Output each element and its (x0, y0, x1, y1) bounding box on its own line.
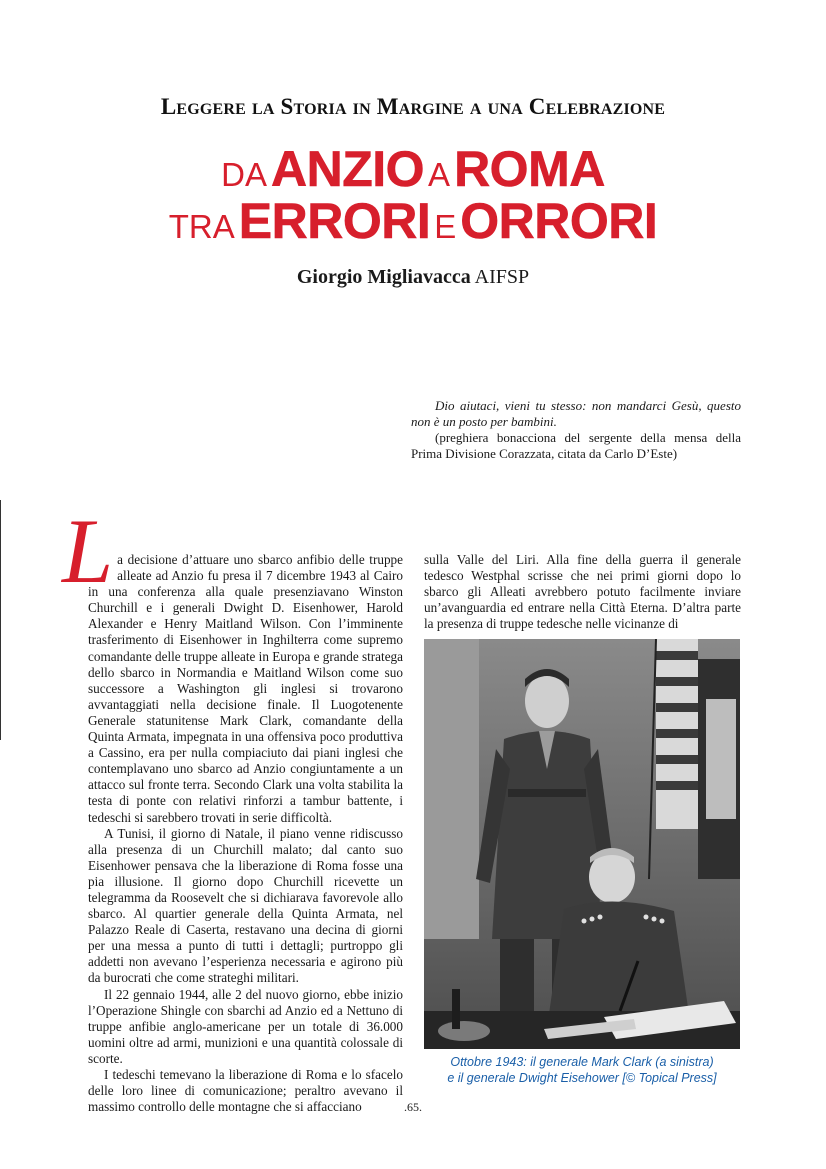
title-word: TRA (168, 208, 235, 245)
page-number: .65. (404, 1100, 422, 1114)
epigraph (411, 398, 741, 462)
caption-line: e il generale Dwight Eisehower [© Topical Press] (447, 1071, 717, 1085)
author-affiliation: AIFSP (474, 266, 530, 288)
photo-illustration (424, 639, 740, 1049)
historical-photo (424, 639, 740, 1049)
article-paragraph: sulla Valle del Liri. Alla fine della guerra il generale tedesco Westphal scrisse che nei primi giorni dopo lo sbarco gli Alleati avrebbero potuto facilmente inviare un’avanguardia ed entrare nella Città Eterna. D’altra parte la presenza di truppe tedesche nelle vicinanze di (424, 552, 741, 632)
article-column-1 (62, 500, 403, 1115)
title-word: ERRORI (238, 193, 431, 249)
drop-cap: L (62, 500, 114, 602)
title-line-1 (0, 140, 826, 198)
caption-line: Ottobre 1943: il generale Mark Clark (a sinistra) (450, 1055, 714, 1069)
title-word: ORRORI (460, 193, 658, 249)
title-word: A (428, 156, 451, 193)
title-line-2 (0, 192, 826, 250)
article-paragraph: I tedeschi temevano la liberazione di Roma e lo sfacelo delle loro linee di comunicazione; peraltro avevano il massimo controllo delle montagne che si affacciano (88, 1067, 403, 1115)
article-paragraph (62, 500, 403, 826)
title-word: ANZIO (271, 141, 425, 197)
article-paragraph: Il 22 gennaio 1944, alle 2 del nuovo giorno, ebbe inizio l’Operazione Shingle con sbarchi ad Anzio ed a Nettuno di truppe anfibie anglo-americane per un totale di 36.000 uomini oltre ad armi, munizioni e una quantità colossale di scorte. (88, 986, 403, 1066)
title-word: ROMA (454, 141, 605, 197)
photo-caption (424, 1054, 740, 1086)
section-kicker: Leggere la Storia in Margine a una Celebrazione (160, 94, 666, 119)
epigraph-quote: Dio aiutaci, vieni tu stesso: non mandarci Gesù, questo non è un posto per bambini. (411, 398, 741, 429)
title-word: E (434, 208, 457, 245)
author-name: Giorgio Migliavacca (296, 266, 471, 288)
article-paragraph: A Tunisi, il giorno di Natale, il piano venne ridiscusso alla presenza di un Churchill malato; dal canto suo Eisenhower pensava che la liberazione di Roma fosse una pia illusione. Il giorno dopo Churchill ricevette un telegramma da Roosevelt che si dichiarava favorevole allo sbarco. Al quartier generale della Quinta Armata, nel Palazzo Reale di Caserta, restavano una decina di giorni per una messa a punto di tutti i dettagli; purtroppo gli addetti non avevano l’esperienza necessaria e agirono più da burocrati che come strateghi militari. (88, 825, 403, 986)
paragraph-text: a decisione d’attuare uno sbarco anfibio delle truppe alleate ad Anzio fu presa il 7 dicembre 1943 al Cairo in una conferenza alla quale presenziavano Winston Churchill e i generali Dwight D. Eisenhower, Harold Alexander e Henry Maitland Wilson. Con l’imminente trasferimento di Eisenhower in Inghilterra come supremo comandante delle truppe alleate in Europa e grande stratega dello sbarco in Normandia e Maitland Wilson come suo successore a Washington gli inglesi si trovarono avvantaggiati nella decisione finale. Il Luogotenente Generale statunitense Mark Clark, comandante della Quinta Armata, impegnata in una offensiva poco produttiva a Cassino, era per nulla compiaciuto dai piani inglesi che contemplavano uno sbarco ad Anzio congiuntamente a un attacco sul fronte terra. Secondo Clark una volta stabilita la testa di ponte con relativi rinforzi a tambur battente, i tedeschi si sarebbero trovati in serie difficoltà. (88, 552, 403, 825)
article-column-2 (424, 552, 741, 632)
title-word: DA (221, 156, 267, 193)
margin-rule (0, 500, 1, 740)
epigraph-source: (preghiera bonacciona del sergente della mensa della Prima Divisione Corazzata, citata da Carlo D’Este) (411, 430, 741, 461)
author-line (0, 266, 826, 289)
